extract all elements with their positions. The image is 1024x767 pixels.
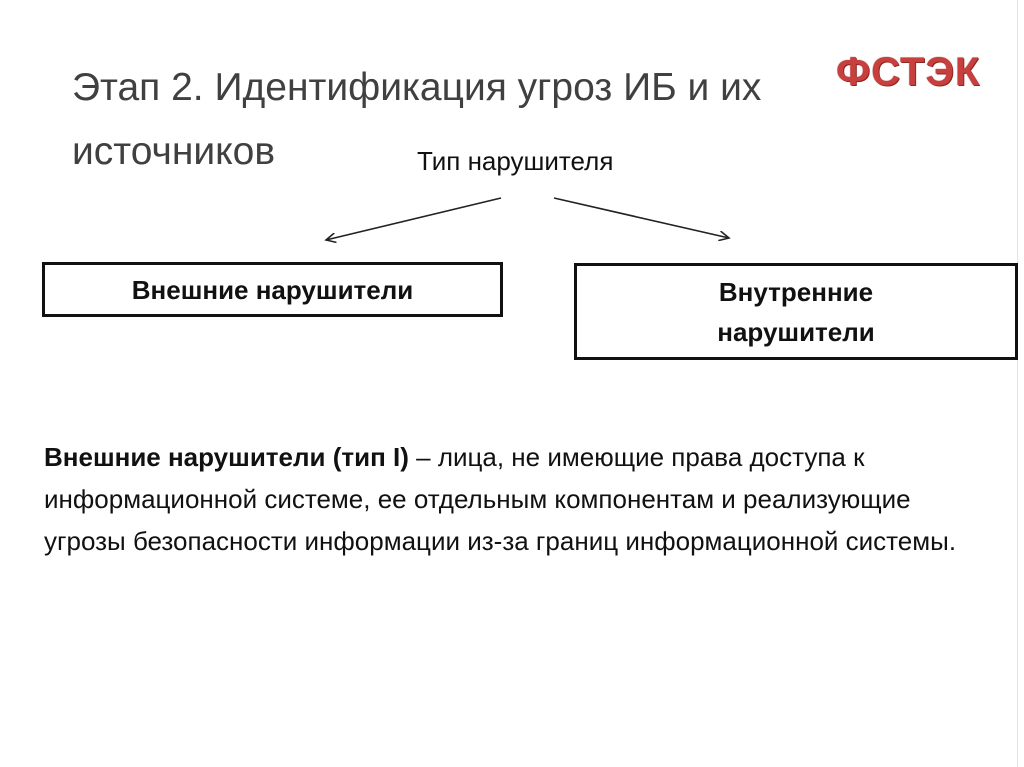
- definition-term: Внешние нарушители (тип I): [44, 442, 409, 472]
- arrow-to-internal: [554, 198, 729, 238]
- external-intruders-label: Внешние нарушители: [131, 274, 414, 305]
- internal-intruders-label: Внутренние нарушители: [717, 276, 875, 347]
- slide-title: Этап 2. Идентификация угроз ИБ и их источников: [72, 66, 762, 173]
- arrow-to-external: [326, 198, 501, 240]
- external-intruders-box: [42, 262, 503, 317]
- fstek-logo: ФСТЭК: [836, 50, 981, 94]
- external-intruders-definition: [44, 436, 974, 562]
- internal-intruders-box: [574, 263, 1018, 360]
- intruder-type-label: Тип нарушителя: [417, 146, 614, 176]
- definition-text: – лица, не имеющие права доступа к информационной системе, ее отдельным компонентам и реализующие угрозы безопасности информации из-за границ информационной системы.: [44, 442, 957, 556]
